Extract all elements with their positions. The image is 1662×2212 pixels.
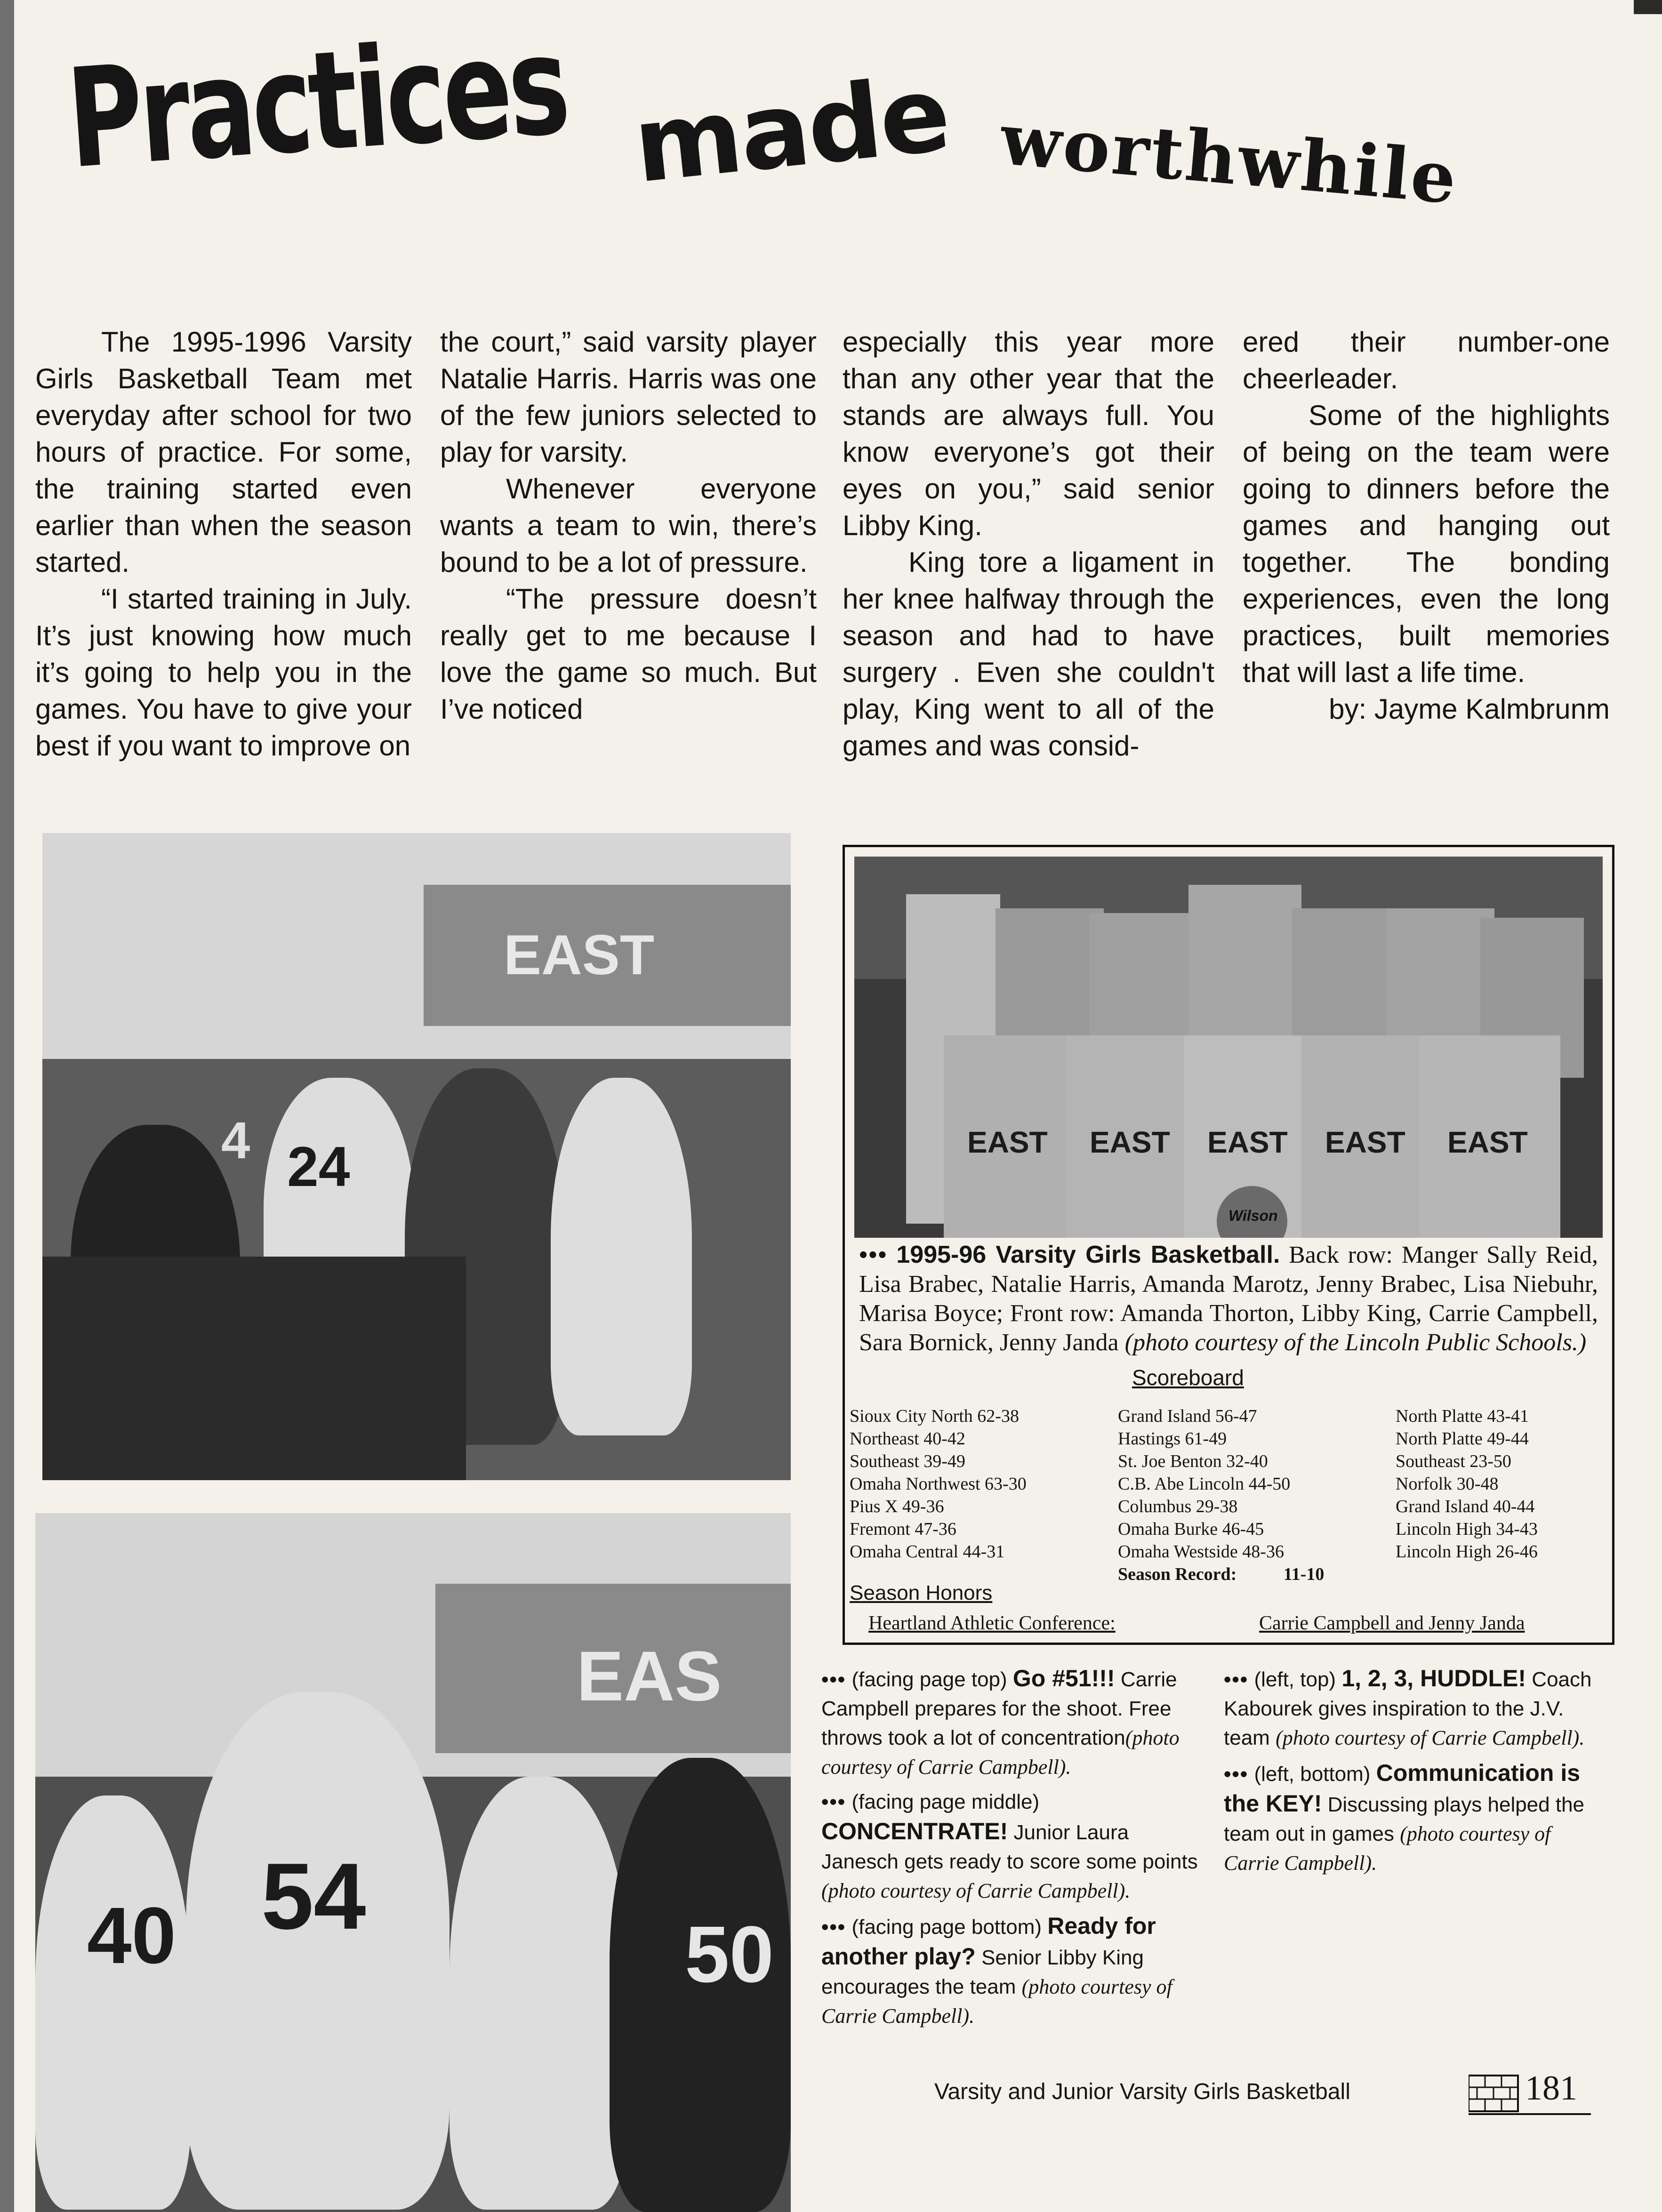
article-paragraph: “I started training in July. It’s just knowing how much it’s going to help you in the games. You have to give your best if you want to improve on bbox=[35, 583, 412, 761]
player-figure bbox=[450, 1777, 628, 2210]
score-row: Columbus 29-38 bbox=[1118, 1497, 1238, 1516]
headline-word-made: made bbox=[628, 53, 954, 206]
season-record-value: 11-10 bbox=[1283, 1564, 1325, 1584]
score-row: C.B. Abe Lincoln 44-50 bbox=[1118, 1474, 1291, 1494]
score-row: Lincoln High 26-46 bbox=[1396, 1542, 1538, 1562]
caption-body: Back row: Manger Sally Reid, Lisa Brabec, Natalie Harris, Amanda Marotz, Jenny Brabec, Lisa Niebuhr, Marisa Boyce; Front row: Amanda Thorton, Libby King, Carrie Campbell, Sara Bornick, Jenny Janda bbox=[859, 1242, 1598, 1356]
article-column-3 bbox=[843, 324, 1214, 764]
caption-credit: (photo courtesy of Carrie Campbell). bbox=[1276, 1726, 1585, 1749]
caption-headline: Go #51!!! bbox=[1012, 1665, 1115, 1691]
caption-body: Junior Laura Janesch gets ready to score some points bbox=[821, 1821, 1198, 1873]
score-row: Grand Island 40-44 bbox=[1396, 1497, 1535, 1516]
score-row: North Platte 49-44 bbox=[1396, 1429, 1529, 1449]
caption-title: 1995-96 Varsity Girls Basketball. bbox=[896, 1241, 1280, 1268]
score-row: Grand Island 56-47 bbox=[1118, 1406, 1257, 1426]
caption-lead: (facing page top) bbox=[851, 1668, 1007, 1691]
article-paragraph: “The pressure doesn’t really get to me because I love the game so much. But I’ve noticed bbox=[440, 583, 817, 725]
jacket-text: EAST bbox=[1090, 1125, 1170, 1159]
jacket-text: EAST bbox=[1325, 1125, 1405, 1159]
caption-block bbox=[1224, 1758, 1596, 1878]
score-row: Fremont 47-36 bbox=[850, 1519, 956, 1539]
season-honors-title: Season Honors bbox=[850, 1581, 993, 1604]
caption-credit: (photo courtesy of Carrie Campbell). bbox=[1224, 1822, 1551, 1875]
caption-credit: (photo courtesy of Carrie Campbell). bbox=[821, 1726, 1180, 1779]
score-row: Omaha Northwest 63-30 bbox=[850, 1474, 1027, 1494]
photo-communication bbox=[35, 1513, 791, 2212]
scoreboard-column-2 bbox=[1118, 1405, 1324, 1586]
caption-credit: (photo courtesy of Carrie Campbell). bbox=[821, 1975, 1172, 2028]
score-row: St. Joe Benton 32-40 bbox=[1118, 1451, 1268, 1471]
season-record-label: Season Record: bbox=[1118, 1564, 1237, 1584]
photo-captions-column-1 bbox=[821, 1664, 1198, 2036]
caption-headline: 1, 2, 3, HUDDLE! bbox=[1341, 1665, 1526, 1691]
page-corner bbox=[1634, 0, 1662, 14]
jersey-number: 54 bbox=[261, 1844, 366, 1949]
jacket-text: EAST bbox=[1207, 1125, 1288, 1159]
score-row: Hastings 61-49 bbox=[1118, 1429, 1227, 1449]
caption-headline: Communication is the KEY! bbox=[1224, 1760, 1581, 1817]
score-row: Sioux City North 62-38 bbox=[850, 1406, 1019, 1426]
season-honors bbox=[868, 1612, 1603, 1635]
caption-credit: (photo courtesy of the Lincoln Public Schools.) bbox=[1124, 1329, 1587, 1356]
scorer-table bbox=[42, 1257, 466, 1480]
scoreboard-column-1 bbox=[850, 1405, 1027, 1563]
jersey-number: 4 bbox=[221, 1112, 250, 1170]
caption-body: Senior Libby King encourages the team bbox=[821, 1946, 1144, 1998]
caption-body: Carrie Campbell prepares for the shoot. Free throws took a lot of concentration bbox=[821, 1668, 1177, 1749]
ball-brand-text: Wilson bbox=[1228, 1207, 1278, 1224]
article-paragraph: The 1995-1996 Varsity Girls Basketball Team met everyday after school for two hours of practice. For some, the training started even earlier than when the season started. bbox=[35, 326, 412, 578]
caption-block bbox=[821, 1664, 1198, 1782]
gym-sign-text: EAS bbox=[577, 1636, 722, 1715]
caption-lead: (left, top) bbox=[1254, 1668, 1336, 1691]
jersey-number: 40 bbox=[87, 1891, 177, 1980]
player-figure bbox=[186, 1692, 450, 2210]
caption-bullet: ••• bbox=[821, 1668, 846, 1691]
caption-bullet: ••• bbox=[1224, 1668, 1249, 1691]
score-row: Southeast 23-50 bbox=[1396, 1451, 1511, 1471]
score-row: North Platte 43-41 bbox=[1396, 1406, 1529, 1426]
caption-headline: Ready for another play? bbox=[821, 1913, 1156, 1970]
photo-captions-column-2 bbox=[1224, 1664, 1596, 1883]
scoreboard-column-3 bbox=[1396, 1405, 1538, 1563]
caption-bullet: ••• bbox=[821, 1915, 846, 1939]
caption-bullet: ••• bbox=[1224, 1763, 1249, 1786]
jacket-text: EAST bbox=[967, 1125, 1048, 1159]
article-column-2 bbox=[440, 324, 817, 728]
caption-lead: (facing page bottom) bbox=[851, 1915, 1042, 1939]
season-record bbox=[1118, 1563, 1324, 1586]
article-paragraph: the court,” said varsity player Natalie Harris. Harris was one of the few juniors selected to play for varsity. bbox=[440, 326, 817, 468]
score-row: Pius X 49-36 bbox=[850, 1497, 944, 1516]
gym-sign-text: EAST bbox=[504, 923, 655, 986]
article-paragraph: Whenever everyone wants a team to win, there’s bound to be a lot of pressure. bbox=[440, 473, 817, 578]
score-row: Southeast 39-49 bbox=[850, 1451, 965, 1471]
caption-lead: (facing page middle) bbox=[851, 1790, 1040, 1813]
team-photo bbox=[854, 857, 1603, 1238]
headline-word-worthwhile: worthwhile bbox=[997, 97, 1461, 220]
caption-body: Discussing plays helped the team out in games bbox=[1224, 1793, 1585, 1845]
article-paragraph: ered their number-one cheerleader. bbox=[1243, 326, 1610, 394]
score-row: Northeast 40-42 bbox=[850, 1429, 965, 1449]
photo-huddle bbox=[42, 833, 791, 1480]
score-row: Norfolk 30-48 bbox=[1396, 1474, 1499, 1494]
score-row: Omaha Burke 46-45 bbox=[1118, 1519, 1264, 1539]
headline-word-practices: Practices bbox=[63, 6, 571, 199]
jersey-number: 24 bbox=[287, 1135, 350, 1198]
page-binding-edge bbox=[0, 0, 14, 2212]
caption-lead: (left, bottom) bbox=[1254, 1763, 1371, 1786]
caption-bullet: ••• bbox=[859, 1242, 888, 1268]
score-row: Omaha Westside 48-36 bbox=[1118, 1542, 1284, 1562]
team-photo-caption bbox=[859, 1240, 1598, 1357]
page-number: 181 bbox=[1525, 2069, 1577, 2108]
article-column-1 bbox=[35, 324, 412, 764]
article-paragraph: especially this year more than any other year that the stands are always full. You know everyone’s got their eyes on you,” said senior Libby King. bbox=[843, 326, 1214, 541]
article-paragraph: Some of the highlights of being on the team were going to dinners before the games and hanging out together. The bonding experiences, even the long practices, built memories that will last a life time. bbox=[1243, 400, 1610, 688]
caption-body: Coach Kabourek gives inspiration to the J.V. team bbox=[1224, 1668, 1592, 1749]
article-column-4 bbox=[1243, 324, 1610, 728]
jacket-text: EAST bbox=[1447, 1125, 1528, 1159]
score-row: Lincoln High 34-43 bbox=[1396, 1519, 1538, 1539]
team-photo-box bbox=[843, 845, 1614, 1645]
caption-block bbox=[1224, 1664, 1596, 1753]
footer-section-title: Varsity and Junior Varsity Girls Basketball bbox=[934, 2079, 1350, 2104]
article-paragraph: King tore a ligament in her knee halfway through the season and had to have surgery . Even she couldn't play, King went to all of the games and was consid- bbox=[843, 546, 1214, 761]
caption-credit: (photo courtesy of Carrie Campbell). bbox=[821, 1879, 1131, 1902]
scoreboard-title: Scoreboard bbox=[1132, 1365, 1244, 1390]
player-figure bbox=[551, 1078, 692, 1435]
score-row: Omaha Central 44-31 bbox=[850, 1542, 1005, 1562]
caption-block bbox=[821, 1911, 1198, 2031]
caption-bullet: ••• bbox=[821, 1790, 846, 1813]
byline: by: Jayme Kalmbrunm bbox=[1329, 693, 1610, 725]
player-figure bbox=[35, 1795, 191, 2210]
jersey-number: 50 bbox=[685, 1910, 774, 1999]
caption-headline: CONCENTRATE! bbox=[821, 1818, 1008, 1844]
honors-label: Heartland Athletic Conference: bbox=[868, 1612, 1116, 1634]
brick-wall-icon bbox=[1469, 2066, 1520, 2113]
caption-block bbox=[821, 1787, 1198, 1906]
honors-value: Carrie Campbell and Jenny Janda bbox=[1259, 1612, 1525, 1634]
